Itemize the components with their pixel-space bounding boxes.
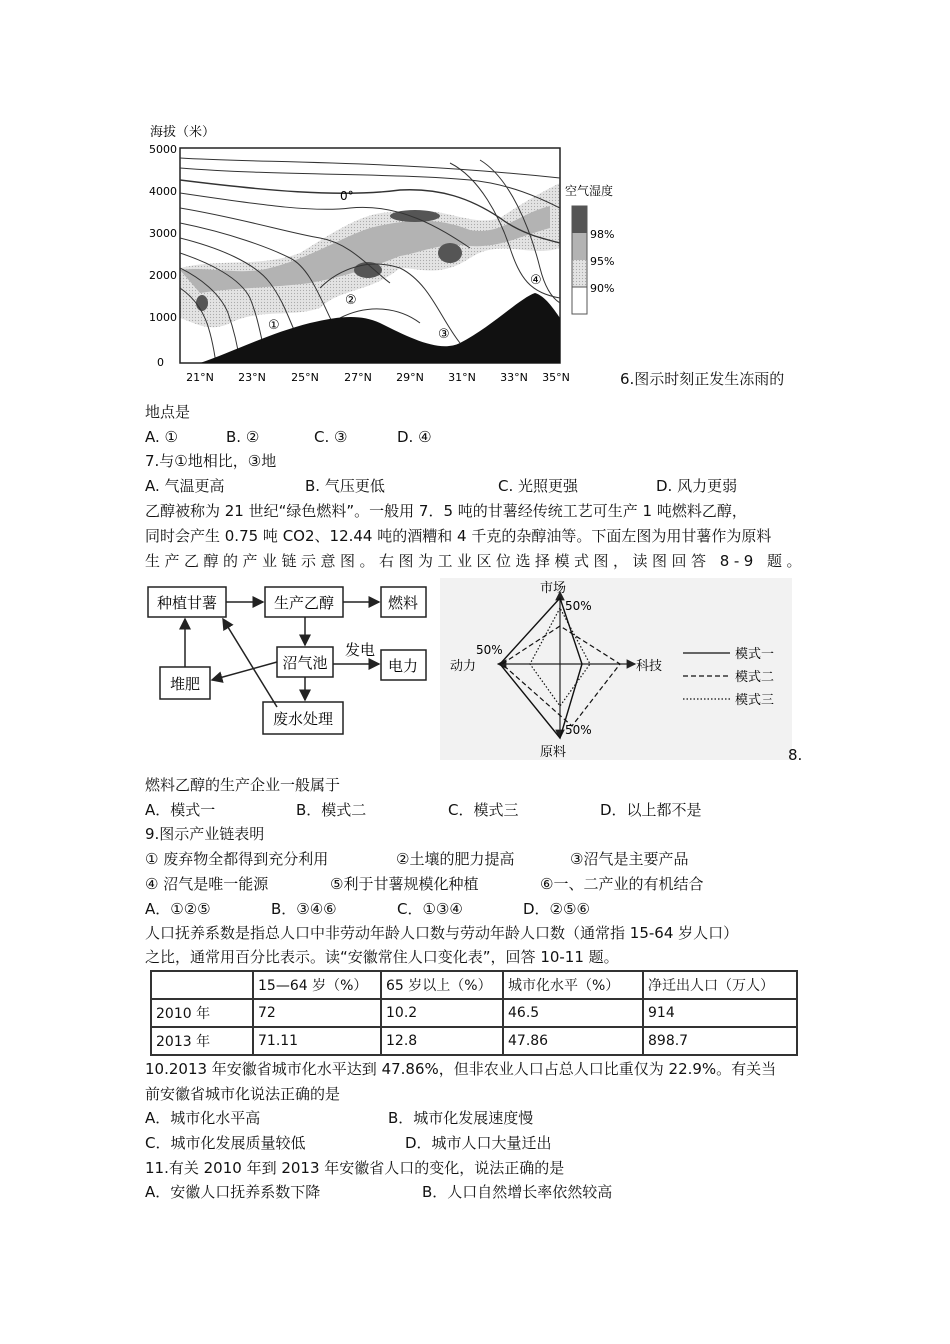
y-axis-title: 海拔（米）: [150, 125, 216, 140]
axis-tech: 科技: [636, 659, 663, 674]
q8-option-c[interactable]: C．模式三: [448, 801, 519, 819]
table-header-row: [151, 971, 797, 999]
q8-option-a[interactable]: A．模式一: [145, 801, 216, 819]
point-2-label: ②: [345, 293, 357, 308]
cross-section-figure: [140, 118, 620, 392]
pct-power: 50%: [476, 643, 503, 657]
y-tick: 3000: [149, 227, 177, 240]
legend-swatch-98: [572, 206, 587, 233]
table-row: [151, 999, 797, 1027]
q10-option-b[interactable]: B．城市化发展速度慢: [388, 1109, 534, 1127]
humidity-clear-pocket: [363, 284, 407, 308]
table-header: 15—64 岁（%）: [253, 971, 381, 999]
node-fuel: 燃料: [387, 594, 419, 612]
q6-option-c[interactable]: C. ③: [314, 428, 348, 446]
q6-option-d[interactable]: D. ④: [397, 428, 432, 446]
legend-label-95: 95%: [590, 255, 615, 268]
legend-mode-1: 模式一: [735, 647, 775, 662]
isotherm-label: 0°: [340, 189, 354, 203]
q11-option-a[interactable]: A．安徽人口抚养系数下降: [145, 1183, 321, 1201]
q8-option-d[interactable]: D．以上都不是: [600, 801, 702, 819]
x-tick: 23°N: [238, 371, 266, 384]
legend-swatch-90: [572, 260, 587, 287]
node-biogas-pit: 沼气池: [282, 654, 328, 672]
node-produce-ethanol: 生产乙醇: [273, 594, 335, 612]
q6-stem-cont: 地点是: [145, 403, 191, 421]
legend-mode-2: 模式二: [735, 670, 775, 685]
q9-statement-4: ④ 沼气是唯一能源: [145, 875, 269, 893]
q9-statement-5: ⑤利于甘薯规模化种植: [330, 875, 479, 893]
x-tick: 33°N: [500, 371, 528, 384]
y-tick: 5000: [149, 143, 177, 156]
table-cell: 2010 年: [151, 999, 253, 1027]
q8-number: 8.: [788, 746, 803, 764]
y-tick: 2000: [149, 269, 177, 282]
q8-option-b[interactable]: B．模式二: [296, 801, 367, 819]
y-tick: 0: [157, 356, 164, 369]
table-header: [151, 971, 253, 999]
x-tick: 21°N: [186, 371, 214, 384]
q7-option-a[interactable]: A. 气温更高: [145, 477, 225, 495]
axis-material: 原料: [540, 745, 567, 760]
q10-option-d[interactable]: D．城市人口大量迁出: [405, 1134, 552, 1152]
table-row: [151, 1027, 797, 1055]
legend-label-90: 90%: [590, 282, 615, 295]
passage-ethanol-2: 同时会产生 0.75 吨 CO2、12.44 吨的酒糟和 4 千克的杂醇油等。下面左图为用甘薯作为原料: [145, 527, 772, 545]
q10-stem-2: 前安徽省城市化说法正确的是: [145, 1085, 341, 1103]
point-3-label: ③: [438, 327, 450, 342]
q9-option-c[interactable]: C．①③④: [397, 900, 463, 918]
q9-statement-2: ②土壤的肥力提高: [396, 850, 515, 868]
table-cell: 914: [643, 999, 797, 1027]
x-tick: 29°N: [396, 371, 424, 384]
table-cell: 71.11: [253, 1027, 381, 1055]
q9-statement-6: ⑥一、二产业的有机结合: [540, 875, 704, 893]
y-tick: 4000: [149, 185, 177, 198]
y-tick: 1000: [149, 311, 177, 324]
node-compost: 堆肥: [169, 675, 201, 693]
q7-option-b[interactable]: B. 气压更低: [305, 477, 385, 495]
q6-option-a[interactable]: A. ①: [145, 428, 178, 446]
humidity-98-cell: [196, 295, 208, 311]
location-model-diagram: [440, 578, 792, 764]
q11-stem: 11.有关 2010 年到 2013 年安徽省人口的变化，说法正确的是: [145, 1159, 565, 1177]
table-cell: 12.8: [381, 1027, 503, 1055]
table-cell: 72: [253, 999, 381, 1027]
q9-option-a[interactable]: A．①②⑤: [145, 900, 211, 918]
q6-option-b[interactable]: B. ②: [226, 428, 260, 446]
q8-stem: 燃料乙醇的生产企业一般属于: [145, 776, 341, 794]
x-tick: 31°N: [448, 371, 476, 384]
node-electricity: 电力: [387, 657, 419, 675]
anhui-population-table: [150, 970, 798, 1056]
q7-stem: 7.与①地相比，③地: [145, 452, 277, 470]
q10-stem-1: 10.2013 年安徽省城市化水平达到 47.86%，但非农业人口占总人口比重仅为 22.9%。有关当: [145, 1060, 777, 1078]
node-plant-sweet-potato: 种植甘薯: [156, 594, 218, 612]
node-wastewater: 废水处理: [272, 710, 334, 728]
q7-option-d[interactable]: D. 风力更弱: [656, 477, 738, 495]
q6-stem: 6.图示时刻正发生冻雨的: [620, 370, 785, 388]
passage-ethanol-3: 生产乙醇的产业链示意图。右图为工业区位选择模式图，读图回答 8-9 题。: [145, 552, 807, 570]
table-cell: 47.86: [503, 1027, 643, 1055]
q10-option-a[interactable]: A．城市化水平高: [145, 1109, 261, 1127]
table-cell: 898.7: [643, 1027, 797, 1055]
legend-label-98: 98%: [590, 228, 615, 241]
q9-statement-1: ① 废弃物全都得到充分利用: [145, 850, 329, 868]
q9-statement-3: ③沼气是主要产品: [570, 850, 689, 868]
edge-label-power-gen: 发电: [344, 641, 376, 659]
axis-power: 动力: [450, 659, 477, 674]
humidity-98-cell: [438, 243, 462, 263]
table-header: 净迁出人口（万人）: [643, 971, 797, 999]
table-header: 城市化水平（%）: [503, 971, 643, 999]
legend-swatch-95: [572, 233, 587, 260]
q7-option-c[interactable]: C. 光照更强: [498, 477, 579, 495]
q9-stem: 9.图示产业链表明: [145, 825, 265, 843]
table-header: 65 岁以上（%）: [381, 971, 503, 999]
q10-option-c[interactable]: C．城市化发展质量较低: [145, 1134, 306, 1152]
point-1-label: ①: [268, 318, 280, 333]
x-tick: 27°N: [344, 371, 372, 384]
industry-chain-diagram: [145, 582, 435, 766]
passage-population-2: 之比，通常用百分比表示。读“安徽常住人口变化表”，回答 10-11 题。: [145, 948, 619, 966]
passage-ethanol-1: 乙醇被称为 21 世纪“绿色燃料”。一般用 7．5 吨的甘薯经传统工艺可生产 1 吨燃料乙醇，: [145, 502, 747, 520]
table-cell: 2013 年: [151, 1027, 253, 1055]
point-4-label: ④: [530, 273, 542, 288]
passage-population-1: 人口抚养系数是指总人口中非劳动年龄人口数与劳动年龄人口数（通常指 15-64 岁人口）: [145, 924, 739, 942]
q11-option-b[interactable]: B．人口自然增长率依然较高: [422, 1183, 613, 1201]
table-cell: 10.2: [381, 999, 503, 1027]
x-tick: 25°N: [291, 371, 319, 384]
legend-title: 空气湿度: [565, 184, 614, 198]
legend-mode-3: 模式三: [735, 693, 775, 708]
x-tick: 35°N: [542, 371, 570, 384]
axis-market: 市场: [540, 581, 567, 596]
q9-option-b[interactable]: B．③④⑥: [271, 900, 337, 918]
pct-market: 50%: [565, 599, 592, 613]
table-cell: 46.5: [503, 999, 643, 1027]
q9-option-d[interactable]: D．②⑤⑥: [523, 900, 590, 918]
pct-material: 50%: [565, 723, 592, 737]
